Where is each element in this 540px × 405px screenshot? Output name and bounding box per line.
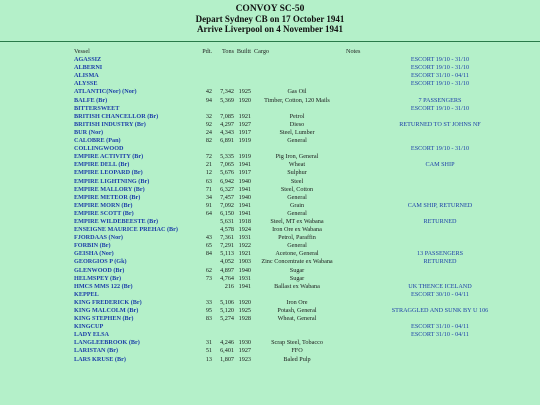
notes-cell: ESCORT 19/10 - 31/10 [410,80,470,88]
cargo-cell [254,72,340,80]
cargo-cell: Wheat [288,161,306,169]
notes-cell: RETURNED [423,258,457,266]
pdt-cell: 63 [205,177,212,185]
built-cell: 1925 [238,307,251,314]
vessel-cell: FORBIN (Br) [74,242,111,250]
notes-cell [340,275,540,283]
notes-cell: RETURNED [423,217,457,225]
built-cell: 1917 [238,128,251,136]
cargo-cell: Dieso [289,120,305,128]
cargo-cell: Ballast ex Wabana [274,282,320,290]
table-body [0,56,540,364]
built-cell: 1930 [238,339,251,347]
pdt-cell [200,226,212,234]
cargo-cell: Acetone, General [275,250,319,258]
tons-cell [212,56,234,64]
table-row [0,347,540,355]
notes-cell [340,194,540,202]
cargo-cell [254,291,340,299]
tons-cell [212,323,234,331]
notes-cell: UK THENCE ICELAND [408,282,472,290]
notes-cell [340,186,540,194]
pdt-cell [200,72,212,80]
tons-cell: 5,676 [220,169,234,177]
notes-cell: CAM SHIP, RETURNED [407,201,473,209]
vessel-cell: BUR (Nor) [74,128,104,136]
tons-cell: 5,274 [220,315,234,323]
pdt-cell: 12 [205,169,212,177]
vessel-cell: BRITISH CHANCELLOR (Br) [74,112,159,120]
header-divider [0,41,540,42]
cargo-cell: General [287,137,307,145]
tons-cell: 7,092 [220,201,234,209]
vessel-cell: LANGLEEBROOK (Br) [74,339,140,347]
vessel-cell: EMPIRE DELL (Br) [74,161,130,169]
cargo-cell: General [287,193,307,201]
built-cell: 1941 [238,282,251,290]
table-row [0,283,540,291]
notes-cell: CAM SHIP [425,161,455,169]
pdt-cell [200,64,212,72]
notes-cell [340,178,540,186]
table-row [0,202,540,210]
tons-cell: 5,113 [220,250,234,258]
built-cell: 1941 [238,161,251,169]
built-cell: 1940 [238,266,251,274]
built-cell: 1928 [238,315,251,323]
vessel-cell: GEISHA (Nor) [74,250,114,258]
vessel-cell: HELMSPEY (Br) [74,274,122,282]
tons-cell [212,105,234,113]
table-row [0,250,540,258]
cargo-cell [254,145,340,153]
pdt-cell: 64 [205,209,212,217]
cargo-cell: General [287,242,307,250]
pdt-cell [200,80,212,88]
built-cell: 1931 [238,234,251,242]
col-built: Builtt [236,48,251,55]
vessel-cell: KEPPEL [74,290,99,298]
pdt-cell: 42 [205,88,212,96]
built-cell: 1918 [238,217,251,225]
table-row [0,331,540,339]
tons-cell [212,145,234,153]
tons-cell: 7,291 [220,242,234,250]
built-cell [234,56,254,64]
table-row [0,153,540,161]
pdt-cell: 82 [205,137,212,145]
tons-cell: 5,120 [220,307,234,314]
tons-cell: 4,764 [220,274,234,282]
vessel-cell: COLLINGWOOD [74,145,124,153]
tons-cell: 7,457 [220,193,234,201]
built-cell: 1931 [238,274,251,282]
cargo-cell: Grain [289,201,305,209]
vessel-cell: LADY ELSA [74,331,110,339]
pdt-cell [200,105,212,113]
tons-cell [212,64,234,72]
built-cell [234,323,254,331]
pdt-cell [200,331,212,339]
pdt-cell [200,218,212,226]
vessel-cell: CALOBRE (Pan) [74,137,121,145]
notes-cell: ESCORT 31/10 - 04/11 [411,72,469,80]
cargo-cell: Gas Oil [287,88,307,96]
pdt-cell: 31 [205,339,212,347]
cargo-cell: Sugar [289,274,305,282]
table-row [0,194,540,202]
table-row [0,72,540,80]
notes-cell [340,113,540,121]
cargo-cell: Iron Ore [286,298,308,306]
notes-cell [340,242,540,250]
cargo-cell [254,56,340,64]
built-cell: 1923 [238,355,251,363]
vessel-cell: HMCS MMS 122 (Br) [74,282,133,290]
pdt-cell: 92 [205,120,212,128]
notes-cell: ESCORT 19/10 - 31/10 [410,104,470,112]
convoy-title: CONVOY SC-50 [235,4,305,14]
built-cell: 1940 [238,177,251,185]
table-row [0,97,540,105]
tons-cell: 5,631 [220,217,234,225]
table-row [0,210,540,218]
vessel-cell: EMPIRE SCOTT (Br) [74,209,134,217]
pdt-cell: 84 [205,250,212,258]
pdt-cell: 71 [205,185,212,193]
built-cell: 1919 [238,153,251,161]
col-pdt: Pdt. [202,48,212,55]
col-notes: Notes [346,48,361,55]
built-cell: 1920 [238,298,251,306]
cargo-cell: Timber, Cotton, 120 Mails [264,96,330,104]
notes-cell [340,347,540,355]
tons-cell: 4,297 [220,120,234,128]
col-vessel: Vessel [74,48,90,55]
table-row [0,356,540,364]
table-row [0,234,540,242]
vessel-cell: EMPIRE MORN (Br) [74,201,133,209]
vessel-cell: EMPIRE METEOR (Br) [74,193,141,201]
vessel-cell: LARS KRUSE (Br) [74,355,126,363]
built-cell: 1940 [238,193,251,201]
notes-cell: RETURNED TO ST JOHNS NF [399,120,481,128]
table-row [0,275,540,283]
tons-cell: 6,942 [220,177,234,185]
notes-cell [340,129,540,137]
table-row [0,169,540,177]
pdt-cell: 65 [205,242,212,250]
tons-cell: 7,342 [220,88,234,96]
cargo-cell [254,331,340,339]
table-row [0,145,540,153]
cargo-cell: Steel, MT ex Wabana [270,217,324,225]
col-cargo: Cargo [254,48,270,55]
table-header-row [0,48,540,56]
vessel-cell: KING MALCOLM (Br) [74,307,139,314]
pdt-cell [200,145,212,153]
tons-cell [212,291,234,299]
built-cell: 1920 [238,96,251,104]
pdt-cell: 43 [205,234,212,242]
arrive-line: Arrive Liverpool on 4 November 1941 [196,24,344,34]
vessel-cell: EMPIRE LIGHTNING (Br) [74,177,150,185]
pdt-cell: 51 [205,347,212,355]
table-row [0,242,540,250]
tons-cell: 4,246 [220,339,234,347]
cargo-cell: Iron Ore ex Wabana [272,226,322,234]
pdt-cell: 32 [205,112,212,120]
notes-cell [340,169,540,177]
notes-cell: STRAGGLED AND SUNK BY U 106 [391,307,489,314]
cargo-cell: Sugar [289,266,305,274]
table-row [0,121,540,129]
vessel-cell: ALISMA [74,72,99,80]
tons-cell: 4,578 [220,226,234,234]
pdt-cell [200,56,212,64]
notes-cell [340,153,540,161]
cargo-cell: Wheat, General [277,315,317,323]
built-cell: 1921 [238,250,251,258]
vessel-cell: ALBERNI [74,64,103,72]
notes-cell [340,267,540,275]
cargo-cell: Steel, Cotton [280,185,314,193]
vessel-cell: BITTERSWEET [74,104,120,112]
col-tons: Tons [222,48,234,55]
notes-cell: ESCORT 30/10 - 04/11 [411,290,469,298]
built-cell: 1917 [238,169,251,177]
table-row [0,267,540,275]
tons-cell [212,331,234,339]
vessel-cell: BRITISH INDUSTRY (Br) [74,120,146,128]
notes-cell [340,339,540,347]
pdt-cell: 72 [205,153,212,161]
cargo-cell: Steel [290,177,304,185]
notes-cell: ESCORT 19/10 - 31/10 [410,64,470,72]
pdt-cell: 34 [205,193,212,201]
cargo-cell: Scrap Steel, Tobacco [271,339,323,347]
table-row [0,88,540,96]
pdt-cell: 95 [205,307,212,314]
tons-cell: 4,052 [220,258,234,266]
notes-cell: ESCORT 31/10 - 04/11 [411,331,469,339]
vessel-cell: ALYSSE [74,80,98,88]
tons-cell: 5,369 [220,96,234,104]
cargo-cell: Steel, Lumber [279,128,315,136]
pdt-cell [200,323,212,331]
pdt-cell: 21 [205,161,212,169]
table-row [0,307,540,315]
pdt-cell: 62 [205,266,212,274]
table-row [0,323,540,331]
tons-cell: 4,343 [220,128,234,136]
table-row [0,56,540,64]
built-cell: 1941 [238,201,251,209]
built-cell: 1927 [238,120,251,128]
pdt-cell: 24 [205,128,212,136]
built-cell: 1903 [238,258,251,266]
table-row [0,291,540,299]
notes-cell [340,315,540,323]
pdt-cell: 83 [205,315,212,323]
vessel-cell: LARISTAN (Br) [74,347,119,355]
built-cell: 1919 [238,137,251,145]
table-row [0,80,540,88]
table-row [0,299,540,307]
pdt-cell: 13 [205,355,212,363]
pdt-cell [200,283,212,291]
cargo-cell: Sulphur [287,169,307,177]
tons-cell: 4,897 [220,266,234,274]
vessel-cell: GEORGIOS P (Gk) [74,258,127,266]
built-cell [234,64,254,72]
cargo-cell [254,105,340,113]
notes-cell [340,88,540,96]
vessel-cell: KING STEPHEN (Br) [74,315,134,323]
notes-cell [340,210,540,218]
table-row [0,339,540,347]
cargo-cell: FFO [291,347,303,355]
built-cell [234,105,254,113]
built-cell [234,145,254,153]
cargo-cell [254,323,340,331]
cargo-cell: Zinc Concentrate ex Wabana [261,258,333,266]
built-cell: 1922 [238,242,251,250]
pdt-cell: 73 [205,274,212,282]
cargo-cell: Potash, General [277,307,317,314]
table-row [0,161,540,169]
built-cell [234,331,254,339]
vessel-cell: KING FREDERICK (Br) [74,298,142,306]
pdt-cell: 91 [205,201,212,209]
built-cell [234,72,254,80]
notes-cell [340,234,540,242]
notes-cell [340,226,540,234]
notes-cell: ESCORT 31/10 - 04/11 [411,323,469,331]
table-row [0,113,540,121]
cargo-cell: Baled Pulp [283,355,311,363]
table-row [0,178,540,186]
vessel-cell: AGASSIZ [74,56,102,64]
tons-cell: 5,335 [220,153,234,161]
table-row [0,226,540,234]
built-cell: 1921 [238,112,251,120]
tons-cell: 6,401 [220,347,234,355]
vessel-cell: FJORDAAS (Nor) [74,234,123,242]
cargo-cell [254,80,340,88]
vessel-cell: ENSEIGNE MAURICE PREHAC (Br) [74,226,178,234]
tons-cell: 1,807 [220,355,234,363]
table-row [0,137,540,145]
cargo-cell: Petrol, Paraffin [278,234,316,242]
depart-line: Depart Sydney CB on 17 October 1941 [195,14,345,24]
notes-cell: 7 PASSENGERS [418,96,462,104]
vessel-cell: GLENWOOD (Br) [74,266,125,274]
vessel-cell: EMPIRE ACTIVITY (Br) [74,153,144,161]
table-row [0,105,540,113]
vessel-cell: EMPIRE WILDEBEESTE (Br) [74,217,159,225]
tons-cell: 6,891 [220,137,234,145]
tons-cell [212,72,234,80]
notes-cell: ESCORT 19/10 - 31/10 [410,56,470,64]
convoy-header [0,0,540,34]
tons-cell: 5,106 [220,298,234,306]
table-row [0,218,540,226]
built-cell: 1924 [238,226,251,234]
tons-cell: 7,085 [220,112,234,120]
vessel-cell: EMPIRE LEOPARD (Br) [74,169,143,177]
tons-cell: 6,150 [220,209,234,217]
table-row [0,315,540,323]
built-cell [234,291,254,299]
notes-cell [340,137,540,145]
table-row [0,186,540,194]
tons-cell [212,80,234,88]
pdt-cell [200,258,212,266]
pdt-cell: 94 [205,96,212,104]
tons-cell: 7,065 [220,161,234,169]
convoy-table [0,48,540,364]
built-cell: 1941 [238,209,251,217]
notes-cell [340,299,540,307]
notes-cell: ESCORT 19/10 - 31/10 [410,145,470,153]
built-cell: 1927 [238,347,251,355]
cargo-cell [254,64,340,72]
built-cell [234,80,254,88]
pdt-cell [200,291,212,299]
cargo-cell: General [287,209,307,217]
cargo-cell: Petrol [289,112,305,120]
built-cell: 1925 [238,88,251,96]
vessel-cell: KINGCUP [74,323,104,331]
built-cell: 1941 [238,185,251,193]
notes-cell [340,356,540,364]
vessel-cell: ATLANTIC(Nor) (Nor) [74,88,137,96]
vessel-cell: EMPIRE MALLORY (Br) [74,185,145,193]
table-row [0,258,540,266]
tons-cell: 216 [224,282,234,290]
tons-cell: 6,327 [220,185,234,193]
table-row [0,129,540,137]
notes-cell: 13 PASSENGERS [416,250,464,258]
table-row [0,64,540,72]
cargo-cell: Pig Iron, General [275,153,319,161]
tons-cell: 7,361 [220,234,234,242]
pdt-cell: 33 [205,298,212,306]
vessel-cell: BALFE (Br) [74,96,108,104]
